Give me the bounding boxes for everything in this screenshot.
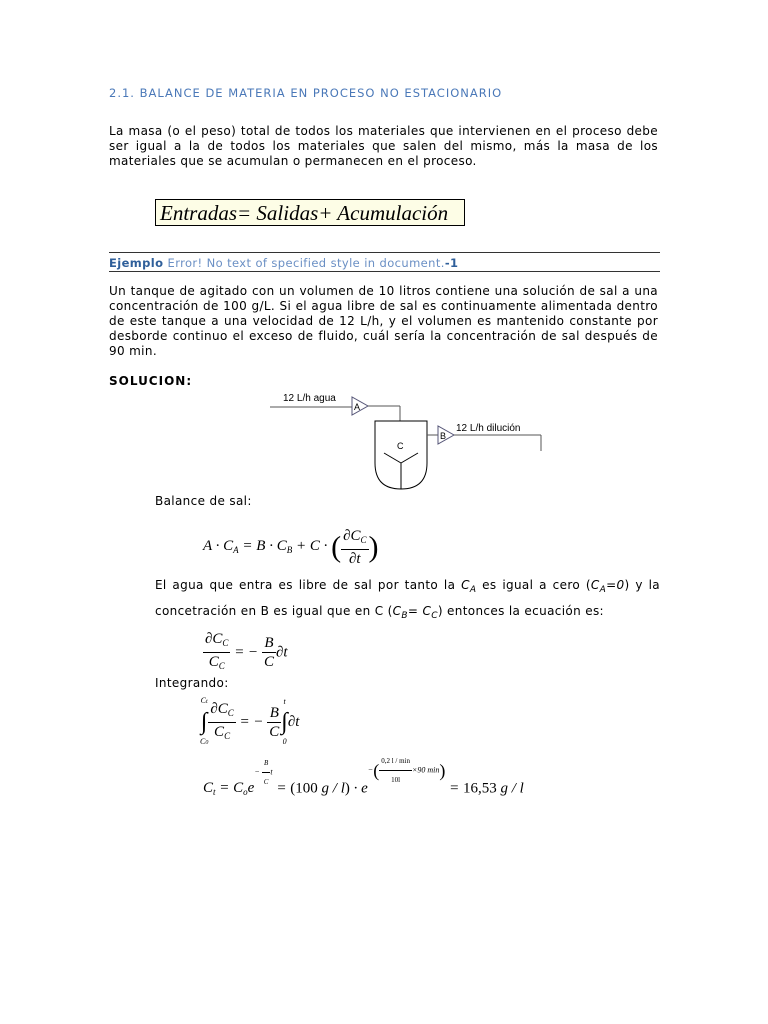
explanation-part-4: ) entonces la ecuación es:: [437, 604, 604, 618]
result-value: 16,53: [463, 780, 497, 797]
example-top-rule: [109, 252, 660, 253]
result-units: g / l: [500, 780, 524, 797]
section-heading: 2.1. BALANCE DE MATERIA EN PROCESO NO ESTACIONARIO: [109, 86, 503, 100]
example-bottom-rule: [109, 271, 660, 272]
volume-expr: 10l: [379, 770, 412, 789]
balance-equation: $A \cdot C_A = B \cdot C_B + C$ · ( $\frac{\partial C_C}{\partial t}$ ): [203, 528, 379, 567]
tank-label: C: [397, 441, 404, 451]
solution-label: SOLUCION:: [109, 374, 193, 388]
initial-units: g / l: [321, 780, 345, 797]
explanation-cb: C: [392, 604, 402, 618]
explanation-eq: = C: [407, 604, 432, 618]
outlet-label: 12 L/h dilución: [456, 423, 521, 434]
example-label: Ejemplo: [109, 256, 164, 270]
integrating-label: Integrando:: [155, 676, 229, 690]
example-statement: Un tanque de agitado con un volumen de 10 litros contiene una solución de sal a una concentración de 100 g/L. Si el agua libre de sal es continuamente alimentada dentro de este tanque a una velocidad de 12 L/h, y el volumen es mantenido constante por desborde continuo el exceso de fluido, cuál sería la concentración de sal después de 90 min.: [109, 284, 658, 358]
explanation-cc-sub: C: [431, 611, 438, 621]
explanation-cb-sub: B: [401, 611, 408, 621]
explanation-ca0-rest: =0: [606, 578, 625, 592]
valve-a-label: A: [354, 402, 361, 412]
explanation-part-1: El agua que entra es libre de sal por tanto la: [155, 578, 462, 592]
example-error-text: Error! No text of specified style in document.: [163, 256, 445, 270]
differential-equation: $\frac{\partial C_C}{C_C}$ = − $\frac{B}{C}$ ∂t: [203, 630, 288, 675]
initial-conc: 100: [295, 780, 318, 797]
explanation-ca0: C: [590, 578, 600, 592]
process-diagram: [260, 385, 550, 495]
explanation-paragraph: [155, 575, 660, 627]
explanation-ca: C: [461, 578, 470, 592]
explanation-ca0-sub: A: [599, 585, 607, 595]
general-balance-equation: Entradas= Salidas+ Acumulación: [155, 199, 465, 226]
explanation-part-2: es igual a cero (: [476, 578, 591, 592]
explanation-part-3: ) y la concetración en B es igual que en C (: [155, 578, 661, 618]
example-number: -1: [444, 256, 459, 270]
valve-b-label: B: [440, 431, 447, 441]
salt-balance-label: Balance de sal:: [155, 494, 252, 508]
flow-expr: 0,2 l / min: [381, 757, 410, 765]
intro-paragraph: La masa (o el peso) total de todos los materiales que intervienen en el proceso debe ser igual a la de todos los materiales que salen del mismo, más la masa de los materiales que se acumulan o permanecen en el proceso.: [109, 124, 658, 168]
integral-equation: Ct ∫ C0 $\frac{\partial C_C}{C_C}$ = − $\frac{B}{C}$ t ∫ 0 ∂t: [200, 696, 300, 746]
example-title: [109, 256, 458, 270]
explanation-ca-sub: A: [469, 585, 477, 595]
time-expr: 90 min: [417, 765, 440, 775]
inlet-label: 12 L/h agua: [283, 393, 336, 404]
result-equation: $C_t = C_oe-$ $\frac{B}{C}$ t = (100 g / l) · e−( $\frac{0,2 l / \min}{10l}$ ×90 min) = 16,53 g / l: [203, 752, 524, 801]
